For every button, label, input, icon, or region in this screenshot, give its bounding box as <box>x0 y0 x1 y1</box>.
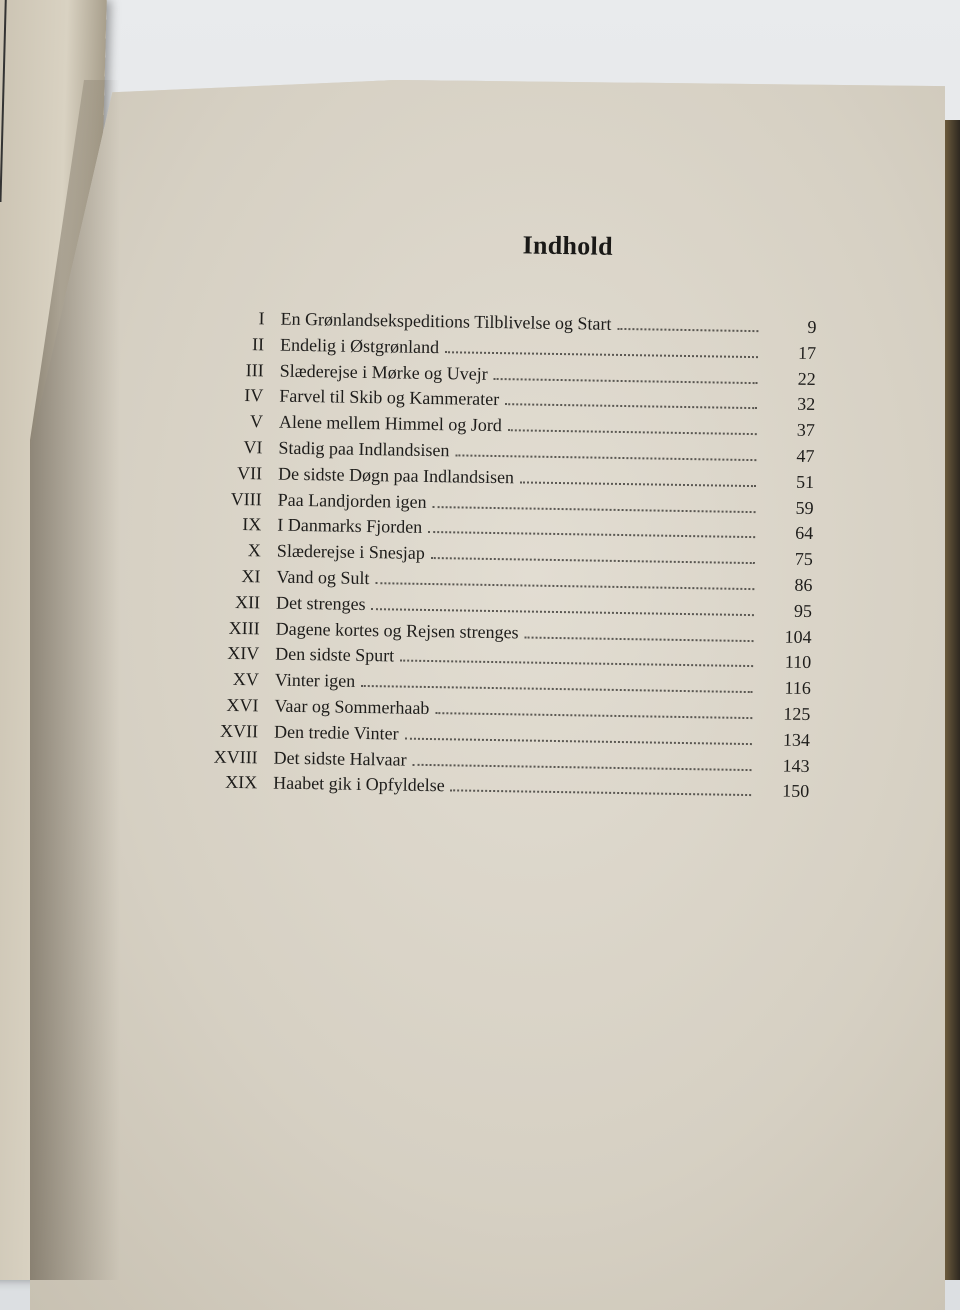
toc-heading: Indhold <box>522 230 614 261</box>
page-number: 134 <box>782 729 811 750</box>
chapter-title: Alene mellem Himmel og Jord <box>278 411 503 436</box>
chapter-title: Vand og Sult <box>276 566 370 589</box>
chapter-title: Stadig paa Indlandsisen <box>278 437 450 461</box>
chapter-title: Slæderejse i Mørke og Uvejr <box>279 360 488 384</box>
chapter-title: Den tredie Vinter <box>273 721 399 744</box>
chapter-numeral: XIX <box>225 772 258 793</box>
page-number: 32 <box>797 394 816 415</box>
dot-leader <box>617 316 758 332</box>
chapter-title: Det strenges <box>275 592 366 614</box>
chapter-title: De sidste Døgn paa Indlandsisen <box>277 463 515 488</box>
dot-leader <box>494 366 758 384</box>
page-number: 95 <box>793 600 813 621</box>
chapter-title: En Grønlandsekspeditions Tilblivelse og Start <box>280 308 612 334</box>
chapter-numeral: IV <box>244 385 264 406</box>
chapter-numeral: VIII <box>230 488 262 509</box>
chapter-title: Endelig i Østgrønland <box>279 334 440 357</box>
chapter-numeral: III <box>245 359 264 380</box>
page-number: 116 <box>784 677 811 699</box>
page-number: 9 <box>807 316 817 338</box>
chapter-title: Haabet gik i Opfyldelse <box>273 772 445 796</box>
chapter-numeral: XI <box>241 566 261 587</box>
chapter-numeral: V <box>249 411 264 432</box>
dot-leader <box>433 494 756 513</box>
chapter-title: Vaar og Sommerhaab <box>274 695 430 718</box>
dot-leader <box>455 442 756 461</box>
toc-list <box>169 307 817 807</box>
chapter-title: Det sidste Halvaar <box>273 747 407 770</box>
page-number: 59 <box>795 497 814 518</box>
chapter-title: Dagene kortes og Rejsen strenges <box>275 618 519 642</box>
page-number: 51 <box>795 471 815 492</box>
chapter-numeral: IX <box>242 514 262 535</box>
chapter-title: Den sidste Spurt <box>275 643 395 666</box>
chapter-numeral: XIV <box>227 643 260 664</box>
page-number: 47 <box>796 445 815 467</box>
page-number: 64 <box>795 523 814 544</box>
chapter-numeral: XII <box>234 591 261 613</box>
dot-leader <box>431 545 755 564</box>
page-number: 143 <box>782 755 810 776</box>
chapter-numeral: X <box>247 540 262 561</box>
dot-leader <box>508 417 757 435</box>
chapter-title: Paa Landjorden igen <box>277 489 427 512</box>
chapter-title: Slæderejse i Snesjap <box>276 540 426 564</box>
dot-leader <box>412 751 751 770</box>
dot-leader <box>451 778 752 797</box>
chapter-numeral: XV <box>232 669 260 690</box>
dot-leader <box>371 596 754 616</box>
page-number: 37 <box>796 419 816 441</box>
chapter-title: I Danmarks Fjorden <box>277 514 423 538</box>
page-number: 110 <box>784 651 812 673</box>
dot-leader <box>428 519 755 538</box>
table-of-contents <box>169 225 818 807</box>
page-number: 104 <box>784 626 812 647</box>
page-number: 150 <box>782 780 810 802</box>
chapter-title: Farvel til Skib og Kammerater <box>279 386 500 410</box>
dot-leader <box>375 570 754 590</box>
chapter-numeral: XVIII <box>213 746 258 767</box>
chapter-numeral: VI <box>243 437 263 458</box>
chapter-numeral: XVII <box>219 720 259 742</box>
chapter-numeral: II <box>251 333 265 355</box>
facing-page-map-illustration <box>0 0 7 202</box>
chapter-numeral: VII <box>236 462 263 484</box>
dot-leader <box>435 700 752 719</box>
dot-leader <box>404 725 752 744</box>
page-number: 22 <box>797 368 816 389</box>
dot-leader <box>524 624 753 642</box>
dot-leader <box>400 648 753 668</box>
chapter-title: Vinter igen <box>274 669 356 691</box>
page-number: 75 <box>794 548 813 570</box>
dot-leader <box>505 392 757 410</box>
page-number: 17 <box>797 342 817 363</box>
dot-leader <box>445 339 758 358</box>
dot-leader <box>520 469 756 487</box>
dot-leader <box>361 673 753 693</box>
chapter-numeral: I <box>258 308 265 329</box>
chapter-numeral: XIII <box>228 617 260 638</box>
page-number: 86 <box>794 574 813 595</box>
chapter-numeral: XVI <box>226 694 259 716</box>
page-number: 125 <box>783 703 811 724</box>
